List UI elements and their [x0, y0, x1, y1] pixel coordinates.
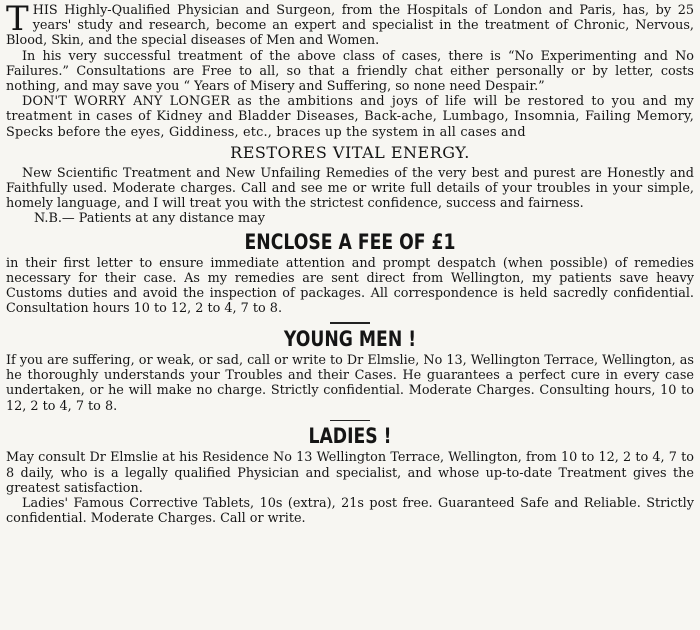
ladies-paragraph: May consult Dr Elmslie at his Residence No 13 Wellington Terrace, Wellington, from 10 to 12, 2 to 4, 7 to 8 daily, who is a legally qualified Physician and specialist, and whose up-to-date Treatment gives the greatest satisfaction. [6, 450, 694, 496]
experimenting-paragraph: In his very successful treatment of the above class of cases, there is “No Experimenting and No Failures.” Consultations are Free to all, so that a friendly chat either personally or by letter, costs nothing, and may save you “ Years of Misery and Suffering, so none need Despair.” [6, 48, 694, 95]
divider-rule [330, 322, 370, 324]
tablets-paragraph: Ladies' Famous Corrective Tablets, 10s (extra), 21s post free. Guaranteed Safe and Reliable. Strictly confidential. Moderate Charges. Call or write. [6, 496, 694, 527]
intro-text: HIS Highly-Qualified Physician and Surgeon, from the Hospitals of London and Paris, has, by 25 years' study and research, become an expert and specialist in the treatment of Chronic, Nervous, Blood, Skin, and the special diseases of Men and Women. [6, 3, 694, 49]
young-men-paragraph: If you are suffering, or weak, or sad, call or write to Dr Elmslie, No 13, Wellington Terrace, Wellington, as he thoroughly understands your Troubles and their Cases. He guarantees a perfect cure in every case undertaken, or he will make no charge. Strictly confidential. Moderate Charges. Consulting hours, 10 to 12, 2 to 4, 7 to 8. [6, 353, 694, 414]
heading-restores-vital-energy: RESTORES VITAL ENERGY. [230, 142, 470, 162]
intro-paragraph [6, 0, 694, 49]
fee-paragraph: in their first letter to ensure immediate attention and prompt despatch (when possible) of remedies necessary for their case. As my remedies are sent direct from Wellington, my patients save heavy Customs duties and avoid the inspection of packages. All correspondence is held sacredly confidential. Consultation hours 10 to 12, 2 to 4, 7 to 8. [6, 255, 694, 317]
heading-young-men: YOUNG MEN ! [283, 327, 417, 352]
dont-worry-paragraph: DON'T WORRY ANY LONGER as the ambitions and joys of life will be restored to you and my treatment in cases of Kidney and Bladder Diseases, Back-ache, Lumbago, Insomnia, Failing Memory, Specks before the eyes, Giddiness, etc., braces up the system in all cases and [6, 94, 694, 140]
divider-rule [330, 420, 370, 422]
nb-note: N.B.— Patients at any distance may [34, 211, 265, 227]
heading-enclose-fee: ENCLOSE A FEE OF £1 [244, 229, 456, 254]
treatment-paragraph: New Scientific Treatment and New Unfailing Remedies of the very best and purest are Honestly and Faithfully used. Moderate charges. Call and see me or write full details of your troubles in your simple, homely language, and I will treat you with the strictest confidence, success and fairness. [6, 165, 694, 212]
heading-ladies: LADIES ! [308, 424, 392, 449]
drop-cap: T [6, 0, 29, 39]
